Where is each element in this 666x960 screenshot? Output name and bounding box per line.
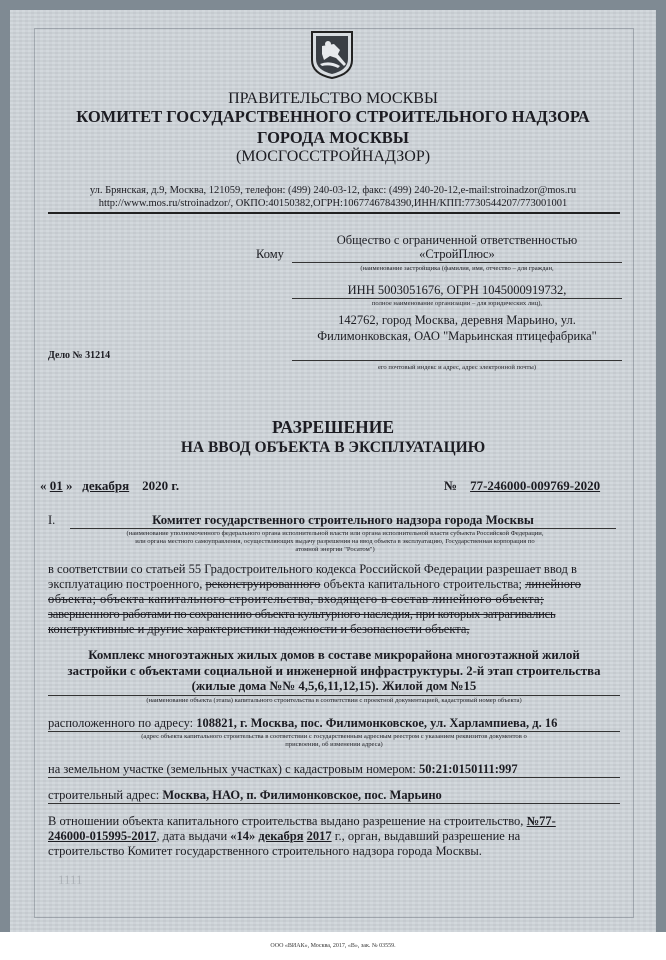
permit-number [444, 478, 600, 494]
date-quote-open: « [40, 478, 47, 493]
permit-text-2: , дата выдачи [156, 829, 231, 843]
location-hint-line-1: (адрес объекта капитального строительства в соответствии с государственным адресным реестром с указанием реквизитов документов о [141, 733, 527, 740]
permit-issue-month: декабря [258, 829, 304, 843]
para-built: эксплуатацию построенного, [48, 577, 206, 591]
committee-abbr: (МОСГОССТРОЙНАДЗОР) [235, 148, 431, 165]
permit-number-part-2: 246000-015995-2017 [48, 829, 157, 843]
location-hint-line-2: присвоении, об изменении адреса) [285, 741, 383, 748]
building-permit-paragraph [48, 814, 620, 859]
recipient-underline-2 [292, 298, 622, 299]
build-address-label: строительный адрес: [48, 788, 163, 802]
permit-paragraph [48, 562, 620, 637]
para-line-3: объекта; объекта капитального строительства, входящего в состав линейного объекта; [48, 592, 544, 606]
object-name [48, 648, 620, 695]
build-address-underline [48, 803, 620, 804]
permit-line-1 [48, 814, 620, 829]
header-divider [48, 212, 620, 214]
recipient-name-line-1: Общество с ограниченной ответственностью [336, 233, 578, 247]
build-address-value: Москва, НАО, п. Филимонковское, пос. Марьино [162, 788, 442, 802]
para-line-5: конструктивные и другие характеристики надежности и безопасности объекта, [48, 622, 470, 636]
issue-date [40, 478, 179, 494]
cadastral-value: 50:21:0150111:997 [419, 762, 518, 776]
committee-contacts [60, 184, 606, 210]
permit-line-3: строительство Комитет государственного строительного надзора города Москвы. [48, 844, 482, 858]
to-label: Кому [256, 247, 284, 261]
permit-text-3: г., орган, выдавший разрешение на [331, 829, 521, 843]
authority-hint-line-2: или органа местного самоуправления, осуществляющих выдачу разрешения на ввод объекта в эксплуатацию, Государственная корпорация по [135, 538, 535, 545]
object-line-3: (жилые дома №№ 4,5,6,11,12,15). Жилой дом №15 [191, 679, 477, 693]
permit-issue-day: «14» [230, 829, 256, 843]
recipient-address-line-1: 142762, город Москва, деревня Марьино, ул. [338, 313, 576, 327]
recipient-address-line-2: Филимонковская, ОАО "Марьинская птицефабрика" [317, 329, 597, 343]
para-linear: линейного [525, 577, 582, 591]
para-line-1: в соответствии со статьей 55 Градостроительного кодекса Российской Федерации разрешает ввод в [48, 562, 577, 576]
location-underline [48, 731, 620, 732]
object-hint: (наименование объекта (этапа) капитального строительства в соответствии с проектной документацией, кадастровый номер объекта) [146, 697, 522, 704]
location-line [48, 716, 557, 731]
moscow-coat-of-arms-icon [310, 30, 354, 80]
para-line-2 [48, 577, 620, 592]
authority-underline [70, 528, 616, 529]
printer-imprint: ООО «ВИАК», Москва, 2017, «В», зак. № 03559. [270, 943, 396, 949]
permit-number-part-1: №77- [526, 814, 556, 828]
government-name: ПРАВИТЕЛЬСТВО МОСКВЫ [228, 90, 438, 107]
para-reconstructed: реконструированного [205, 577, 321, 591]
recipient-name-line-2: «СтройПлюс» [419, 247, 495, 261]
document-title: РАЗРЕШЕНИЕ [271, 417, 395, 437]
committee-name: КОМИТЕТ ГОСУДАРСТВЕННОГО СТРОИТЕЛЬНОГО НАДЗОРА [76, 107, 590, 126]
case-number: Дело № 31214 [48, 350, 111, 361]
authority-hint [40, 530, 630, 554]
recipient-hint-3: его почтовый индекс и адрес, адрес электронной почты) [377, 364, 537, 371]
recipient-hint-1: (наименование застройщика (фамилия, имя, отчество – для граждан, [360, 265, 554, 272]
date-month: декабря [82, 478, 130, 493]
document-subtitle: НА ВВОД ОБЪЕКТА В ЭКСПЛУАТАЦИЮ [180, 439, 486, 456]
number-label: № [444, 478, 458, 493]
contacts-line-2: http://www.mos.ru/stroinadzor/, ОКПО:40150382,ОГРН:1067746784390,ИНН/КПП:7730544207/773001001 [98, 198, 568, 209]
permit-text-1: В отношении объекта капитального строительства выдано разрешение на строительство, [48, 814, 527, 828]
para-line-4: завершенного работами по сохранению объекта культурного наследия, при которых затрагивались [48, 607, 556, 621]
permit-line-2 [48, 829, 620, 844]
authority-hint-line-3: атомной энергии "Росатом") [295, 546, 375, 553]
object-line-1: Комплекс многоэтажных жилых домов в составе микрорайона многоэтажной жилой [88, 648, 580, 662]
recipient-underline-1 [292, 262, 622, 263]
para-object: объекта капитального строительства; [320, 577, 526, 591]
faint-stamp: 1111 [58, 872, 83, 887]
location-label: расположенного по адресу: [48, 716, 197, 730]
date-quote-close: » [66, 478, 73, 493]
recipient-underline-3 [292, 360, 622, 361]
build-address-line [48, 788, 442, 803]
date-year: 2020 г. [142, 478, 180, 493]
date-day: 01 [49, 478, 63, 493]
committee-city: ГОРОДА МОСКВЫ [256, 128, 409, 147]
object-line-2: застройки с объектами социальной и инженерной инфраструктуры. 2-й этап строительства [67, 663, 601, 678]
issuing-authority: Комитет государственного строительного надзора города Москвы [152, 513, 534, 527]
object-underline [48, 695, 620, 696]
cadastral-underline [48, 777, 620, 778]
section-number: I. [48, 513, 56, 527]
location-value: 108821, г. Москва, пос. Филимонковское, ул. Харлампиева, д. 16 [196, 716, 558, 730]
cadastral-line [48, 762, 518, 777]
contacts-line-1: ул. Брянская, д.9, Москва, 121059, телефон: (499) 240-03-12, факс: (499) 240-20-12,e-mail:stroinadzor@mos.ru [89, 185, 577, 196]
recipient-inn: ИНН 5003051676, ОГРН 1045000919732, [347, 283, 567, 297]
cadastral-label: на земельном участке (земельных участках) с кадастровым номером: [48, 762, 420, 776]
number-value: 77-246000-009769-2020 [470, 478, 601, 493]
authority-hint-line-1: (наименование уполномоченного федерального органа исполнительной власти или органа исполнительной власти субъекта Российской Федерации, [126, 530, 544, 537]
permit-issue-year: 2017 [306, 829, 332, 843]
location-hint [48, 733, 620, 749]
recipient-hint-2: полное наименование организации – для юридических лиц), [371, 300, 543, 307]
